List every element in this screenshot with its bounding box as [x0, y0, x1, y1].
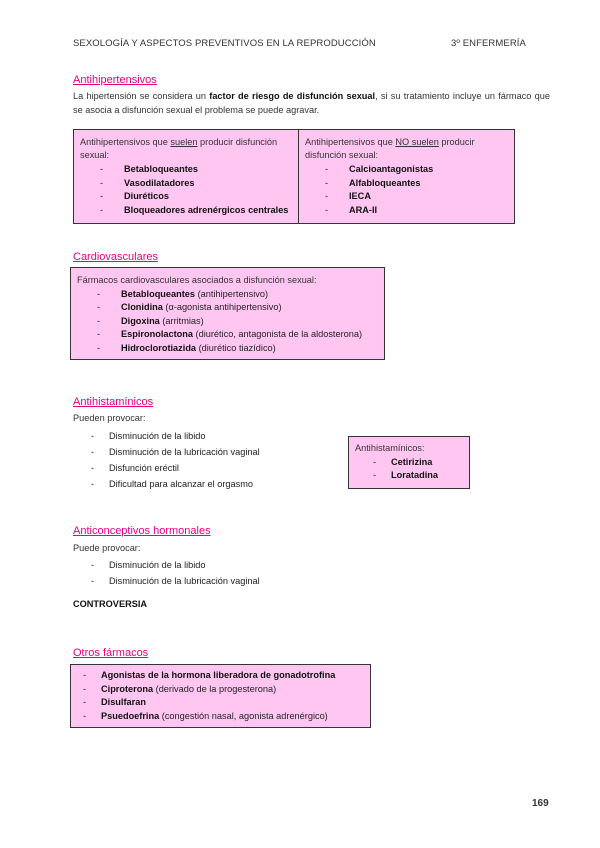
suelen-header: Antihipertensivos que suelen producir disfunción sexual:	[80, 137, 278, 160]
list-item: - Disminución de la lubricación vaginal	[73, 573, 373, 589]
antihipertensivos-table	[73, 129, 515, 224]
list-item: - Dificultad para alcanzar el orgasmo	[73, 476, 333, 492]
list-item: - Clonidina (α-agonista antihipertensivo)	[77, 301, 378, 315]
no-suelen-list	[305, 163, 508, 217]
list-item: - Disminución de la lubricación vaginal	[73, 444, 333, 460]
list-item: - Cetirizina	[355, 456, 463, 470]
section-title-antihipertensivos: Antihipertensivos	[73, 74, 157, 86]
list-item: - Diuréticos	[80, 190, 292, 204]
no-suelen-column	[299, 130, 514, 223]
list-item: - Disminución de la libido	[73, 428, 333, 444]
list-item: - Disfunción eréctil	[73, 460, 333, 476]
paragraph-start: La hipertensión se considera un	[73, 91, 210, 101]
list-item: - Psuedoefrina (congestión nasal, agonista adrenérgico)	[77, 710, 364, 724]
antihistaminicos-box	[348, 436, 470, 489]
list-item: - Loratadina	[355, 469, 463, 483]
section-title-anticonceptivos: Anticonceptivos hormonales	[73, 525, 211, 537]
list-item: - Disminución de la libido	[73, 557, 373, 573]
list-item: - Bloqueadores adrenérgicos centrales	[80, 204, 292, 218]
controversia-label: CONTROVERSIA	[73, 599, 148, 609]
list-item: - ARA-II	[305, 204, 508, 218]
anticonceptivos-intro: Puede provocar:	[73, 543, 141, 553]
antihistaminicos-effects-list	[73, 428, 333, 492]
anticonceptivos-effects-list	[73, 557, 373, 589]
header-title: SEXOLOGÍA Y ASPECTOS PREVENTIVOS EN LA REPRODUCCIÓN	[73, 38, 376, 49]
list-item: - Digoxina (arritmias)	[77, 315, 378, 329]
suelen-list	[80, 163, 292, 217]
list-item: - Ciproterona (derivado de la progesterona)	[77, 683, 364, 697]
list-item: - Alfabloqueantes	[305, 177, 508, 191]
cardiovasculares-intro: Fármacos cardiovasculares asociados a disfunción sexual:	[77, 275, 317, 285]
cardiovasculares-box	[70, 267, 385, 360]
list-item: - Betabloqueantes	[80, 163, 292, 177]
suelen-column	[74, 130, 298, 223]
list-item: - Hidroclorotiazida (diurético tiazídico)	[77, 342, 378, 356]
section-title-otros: Otros fármacos	[73, 647, 149, 659]
section-title-antihistaminicos: Antihistamínicos	[73, 396, 154, 408]
paragraph-bold: factor de riesgo de disfunción sexual	[209, 91, 376, 101]
list-item: - Disulfaran	[77, 696, 364, 710]
otros-box	[70, 664, 371, 728]
antihistaminicos-intro: Pueden provocar:	[73, 413, 146, 423]
antihistaminicos-box-header: Antihistamínicos:	[355, 443, 425, 453]
otros-list	[77, 669, 364, 723]
list-item: - Betabloqueantes (antihipertensivo)	[77, 288, 378, 302]
page-number: 169	[532, 798, 549, 809]
list-item: - IECA	[305, 190, 508, 204]
list-item: - Calcioantagonistas	[305, 163, 508, 177]
list-item: - Vasodilatadores	[80, 177, 292, 191]
antihistaminicos-drugs-list	[355, 456, 463, 483]
list-item: - Espironolactona (diurético, antagonista de la aldosterona)	[77, 328, 378, 342]
paragraph-end: , si su tratamiento incluye un fármaco que se asocia a disfunción sexual el problema se puede agravar.	[73, 91, 550, 115]
header-course: 3º ENFERMERÍA	[451, 38, 526, 49]
list-item: - Agonistas de la hormona liberadora de gonadotrofina	[77, 669, 364, 683]
antihipertensivos-paragraph	[73, 90, 550, 117]
no-suelen-header: Antihipertensivos que NO suelen producir disfunción sexual:	[305, 137, 475, 160]
section-title-cardiovasculares: Cardiovasculares	[73, 251, 158, 263]
cardiovasculares-list	[77, 288, 378, 356]
